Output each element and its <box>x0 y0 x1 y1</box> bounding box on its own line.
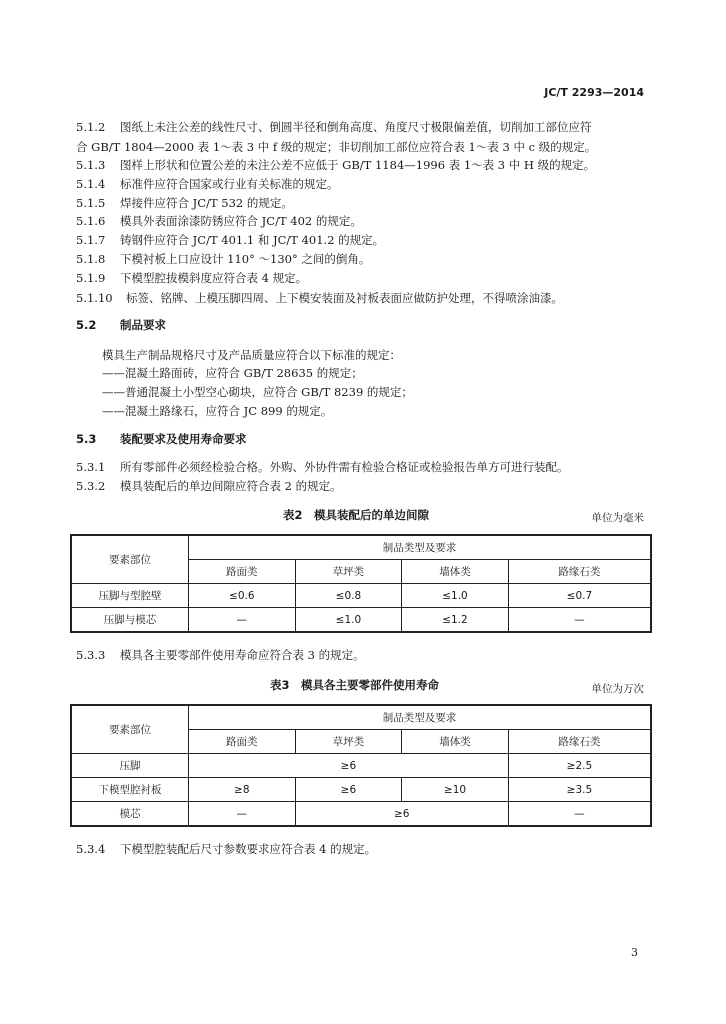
table2-header-element: 要素部位 <box>71 535 189 584</box>
clause-5-3-1: 5.3.1 所有零部件必须经检验合格。外购、外协件需有检验合格证或检验报告单方可进行装配。 <box>76 460 569 474</box>
clause-5-1-4: 5.1.4 标准件应符合国家或行业有关标准的规定。 <box>76 177 339 191</box>
table2-cell: ≤1.0 <box>402 584 509 608</box>
table3-col-header: 路面类 <box>189 730 296 754</box>
standard-item: ——混凝土路缘石，应符合 JC 899 的规定。 <box>102 404 333 418</box>
table3-cell: ≥6 <box>295 802 508 827</box>
table3-cell: ≥6 <box>295 778 402 802</box>
table3-col-header: 草坪类 <box>295 730 402 754</box>
table3-cell: ≥6 <box>189 754 509 778</box>
table2-col-header: 墙体类 <box>402 560 509 584</box>
clause-5-1-5: 5.1.5 焊接件应符合 JC/T 532 的规定。 <box>76 196 293 210</box>
table-row <box>71 608 651 633</box>
table2 <box>70 534 652 633</box>
standard-code: JC/T 2293—2014 <box>544 86 644 99</box>
section-5-2-intro: 模具生产制品规格尺寸及产品质量应符合以下标准的规定： <box>102 348 401 362</box>
table2-row-label: 压脚与型腔壁 <box>71 584 189 608</box>
clause-5-1-7: 5.1.7 铸钢件应符合 JC/T 401.1 和 JC/T 401.2 的规定。 <box>76 233 385 247</box>
table3-row-label: 压脚 <box>71 754 189 778</box>
table3-row-label: 模芯 <box>71 802 189 827</box>
table2-col-header: 路面类 <box>189 560 296 584</box>
page-number: 3 <box>631 946 638 959</box>
table2-cell: — <box>508 608 651 633</box>
clause-5-3-2: 5.3.2 模具装配后的单边间隙应符合表 2 的规定。 <box>76 479 342 493</box>
clause-5-1-6: 5.1.6 模具外表面涂漆防锈应符合 JC/T 402 的规定。 <box>76 214 362 228</box>
table2-cell: ≤0.7 <box>508 584 651 608</box>
section-5-3-heading: 5.3 装配要求及使用寿命要求 <box>76 432 247 446</box>
table3-row-label: 下模型腔衬板 <box>71 778 189 802</box>
table3-cell: — <box>508 802 651 827</box>
table2-cell: ≤1.0 <box>295 608 402 633</box>
table2-cell: ≤1.2 <box>402 608 509 633</box>
standard-item: ——混凝土路面砖，应符合 GB/T 28635 的规定； <box>102 366 363 380</box>
section-5-2-heading: 5.2 制品要求 <box>76 318 166 332</box>
clause-5-1-9: 5.1.9 下模型腔拔模斜度应符合表 4 规定。 <box>76 271 308 285</box>
table3-cell: ≥3.5 <box>508 778 651 802</box>
standard-item: ——普通混凝土小型空心砌块，应符合 GB/T 8239 的规定； <box>102 385 413 399</box>
clause-5-3-4: 5.3.4 下模型腔装配后尺寸参数要求应符合表 4 的规定。 <box>76 842 377 856</box>
clause-5-1-3: 5.1.3 图样上形状和位置公差的未注公差不应低于 GB/T 1184—1996 表 1～表 3 中 H 级的规定。 <box>76 158 596 172</box>
table3 <box>70 704 652 827</box>
clause-5-1-10: 5.1.10 标签、铭牌、上模压脚四周、上下模安装面及衬板表面应做防护处理，不得喷涂油漆。 <box>76 291 563 305</box>
table2-col-header: 草坪类 <box>295 560 402 584</box>
table-row <box>71 584 651 608</box>
table2-col-header: 路缘石类 <box>508 560 651 584</box>
table3-header-group: 制品类型及要求 <box>189 705 652 730</box>
table3-cell: ≥10 <box>402 778 509 802</box>
clause-5-1-8: 5.1.8 下模衬板上口应设计 110° ～130° 之间的倒角。 <box>76 252 371 266</box>
table3-cell: ≥8 <box>189 778 296 802</box>
table3-header-element: 要素部位 <box>71 705 189 754</box>
table2-header-group: 制品类型及要求 <box>189 535 652 560</box>
clause-5-1-2-cont: 合 GB/T 1804—2000 表 1～表 3 中 f 级的规定；非切削加工部位应符合表 1～表 3 中 c 级的规定。 <box>76 140 597 154</box>
table2-cell: ≤0.6 <box>189 584 296 608</box>
table3-col-header: 墙体类 <box>402 730 509 754</box>
table2-cell: — <box>189 608 296 633</box>
clause-5-1-2: 5.1.2 图纸上未注公差的线性尺寸、倒圆半径和倒角高度、角度尺寸极限偏差值，切削加工部位应符 <box>76 120 592 134</box>
table2-row-label: 压脚与模芯 <box>71 608 189 633</box>
table2-unit: 单位为毫米 <box>591 512 644 524</box>
table2-caption: 表2 模具装配后的单边间隙 <box>283 508 430 522</box>
table3-unit: 单位为万次 <box>591 683 644 695</box>
clause-5-3-3: 5.3.3 模具各主要零部件使用寿命应符合表 3 的规定。 <box>76 648 365 662</box>
table-row <box>71 778 651 802</box>
table3-col-header: 路缘石类 <box>508 730 651 754</box>
table3-cell: ≥2.5 <box>508 754 651 778</box>
table2-cell: ≤0.8 <box>295 584 402 608</box>
table-row <box>71 802 651 827</box>
table3-caption: 表3 模具各主要零部件使用寿命 <box>270 678 439 692</box>
table-row <box>71 754 651 778</box>
table3-cell: — <box>189 802 296 827</box>
